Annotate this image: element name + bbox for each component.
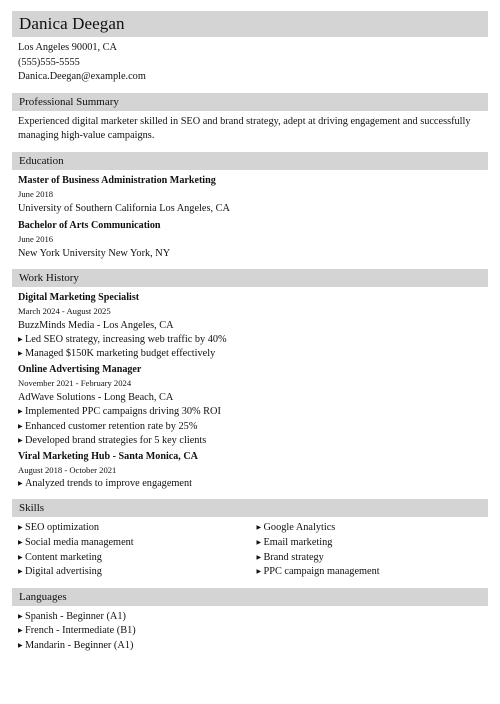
bullet-icon: ▶ bbox=[18, 480, 23, 487]
skills-column-left bbox=[18, 521, 250, 579]
list-item: ▶ SEO optimization bbox=[18, 521, 250, 536]
contact-phone: (555)555-5555 bbox=[18, 56, 80, 68]
languages-list bbox=[12, 610, 488, 654]
job-date: November 2021 - February 2024 bbox=[18, 377, 132, 388]
school-name: University of Southern California Los Angeles, CA bbox=[18, 202, 230, 214]
list-item: ▶ Managed $150K marketing budget effectively bbox=[18, 347, 488, 362]
bullet-icon: ▶ bbox=[18, 642, 23, 649]
language-bullets bbox=[18, 610, 488, 654]
skills-list bbox=[12, 521, 488, 579]
degree-title: Master of Business Administration Marketing bbox=[18, 174, 216, 186]
bullet-icon: ▶ bbox=[18, 408, 23, 415]
list-item: ▶ Developed brand strategies for 5 key clients bbox=[18, 434, 488, 449]
section-header-skills: Skills bbox=[12, 499, 488, 517]
bullet-icon: ▶ bbox=[18, 423, 23, 430]
list-item: ▶ Content marketing bbox=[18, 551, 250, 566]
list-item: ▶ Digital advertising bbox=[18, 565, 250, 580]
degree-title: Bachelor of Arts Communication bbox=[18, 219, 161, 231]
section-header-work: Work History bbox=[12, 269, 488, 287]
skills-column-right bbox=[250, 521, 489, 579]
job-item bbox=[18, 450, 488, 492]
job-item bbox=[18, 291, 488, 362]
section-header-summary: Professional Summary bbox=[12, 93, 488, 111]
summary-text: Experienced digital marketer skilled in SEO and brand strategy, adept at driving engagement and successfully managing high-value campaigns. bbox=[18, 115, 471, 142]
list-item: ▶ Spanish - Beginner (A1) bbox=[18, 610, 488, 625]
list-item: ▶ Implemented PPC campaigns driving 30% ROI bbox=[18, 405, 488, 420]
education-list bbox=[12, 174, 488, 261]
bullet-icon: ▶ bbox=[18, 613, 23, 620]
job-title: Viral Marketing Hub - Santa Monica, CA bbox=[18, 450, 198, 462]
degree-date: June 2016 bbox=[18, 233, 54, 244]
job-company: AdWave Solutions - Long Beach, CA bbox=[18, 391, 174, 403]
job-bullets bbox=[18, 333, 488, 362]
contact-address: Los Angeles 90001, CA bbox=[18, 42, 117, 53]
bullet-icon: ▶ bbox=[256, 539, 262, 546]
job-date: August 2018 - October 2021 bbox=[18, 464, 117, 475]
list-item: ▶ Google Analytics bbox=[257, 521, 489, 536]
job-bullets bbox=[18, 477, 488, 492]
contact-info bbox=[12, 41, 488, 85]
bullet-icon: ▶ bbox=[18, 539, 23, 546]
list-item: ▶ Brand strategy bbox=[257, 551, 489, 566]
list-item: ▶ Mandarin - Beginner (A1) bbox=[18, 639, 488, 654]
bullet-icon: ▶ bbox=[18, 438, 23, 445]
section-header-education: Education bbox=[12, 152, 488, 170]
candidate-name: Danica Deegan bbox=[19, 14, 125, 33]
education-item bbox=[18, 219, 488, 261]
list-item: ▶ Analyzed trends to improve engagement bbox=[18, 477, 488, 492]
bullet-icon: ▶ bbox=[18, 628, 23, 635]
list-item: ▶ Led SEO strategy, increasing web traffic by 40% bbox=[18, 333, 488, 348]
section-header-languages: Languages bbox=[12, 588, 488, 606]
list-item: ▶ Enhanced customer retention rate by 25% bbox=[18, 420, 488, 435]
job-company: BuzzMinds Media - Los Angeles, CA bbox=[18, 319, 174, 331]
job-title: Digital Marketing Specialist bbox=[18, 291, 140, 303]
bullet-icon: ▶ bbox=[256, 525, 262, 532]
job-title: Online Advertising Manager bbox=[18, 363, 142, 375]
job-date: March 2024 - August 2025 bbox=[18, 305, 111, 316]
job-bullets bbox=[18, 405, 488, 449]
bullet-icon: ▶ bbox=[256, 554, 262, 561]
degree-date: June 2018 bbox=[18, 188, 54, 199]
education-item bbox=[18, 174, 488, 216]
list-item: ▶ PPC campaign management bbox=[257, 565, 489, 580]
bullet-icon: ▶ bbox=[18, 525, 23, 532]
school-name: New York University New York, NY bbox=[18, 247, 171, 259]
list-item: ▶ Social media management bbox=[18, 536, 250, 551]
list-item: ▶ French - Intermediate (B1) bbox=[18, 624, 488, 639]
bullet-icon: ▶ bbox=[18, 569, 23, 576]
name-header bbox=[12, 11, 488, 37]
work-list bbox=[12, 291, 488, 492]
contact-email: Danica.Deegan@example.com bbox=[18, 71, 146, 83]
list-item: ▶ Email marketing bbox=[257, 536, 489, 551]
job-item bbox=[18, 363, 488, 449]
bullet-icon: ▶ bbox=[18, 351, 23, 358]
bullet-icon: ▶ bbox=[18, 554, 23, 561]
bullet-icon: ▶ bbox=[18, 336, 23, 343]
bullet-icon: ▶ bbox=[256, 569, 262, 576]
